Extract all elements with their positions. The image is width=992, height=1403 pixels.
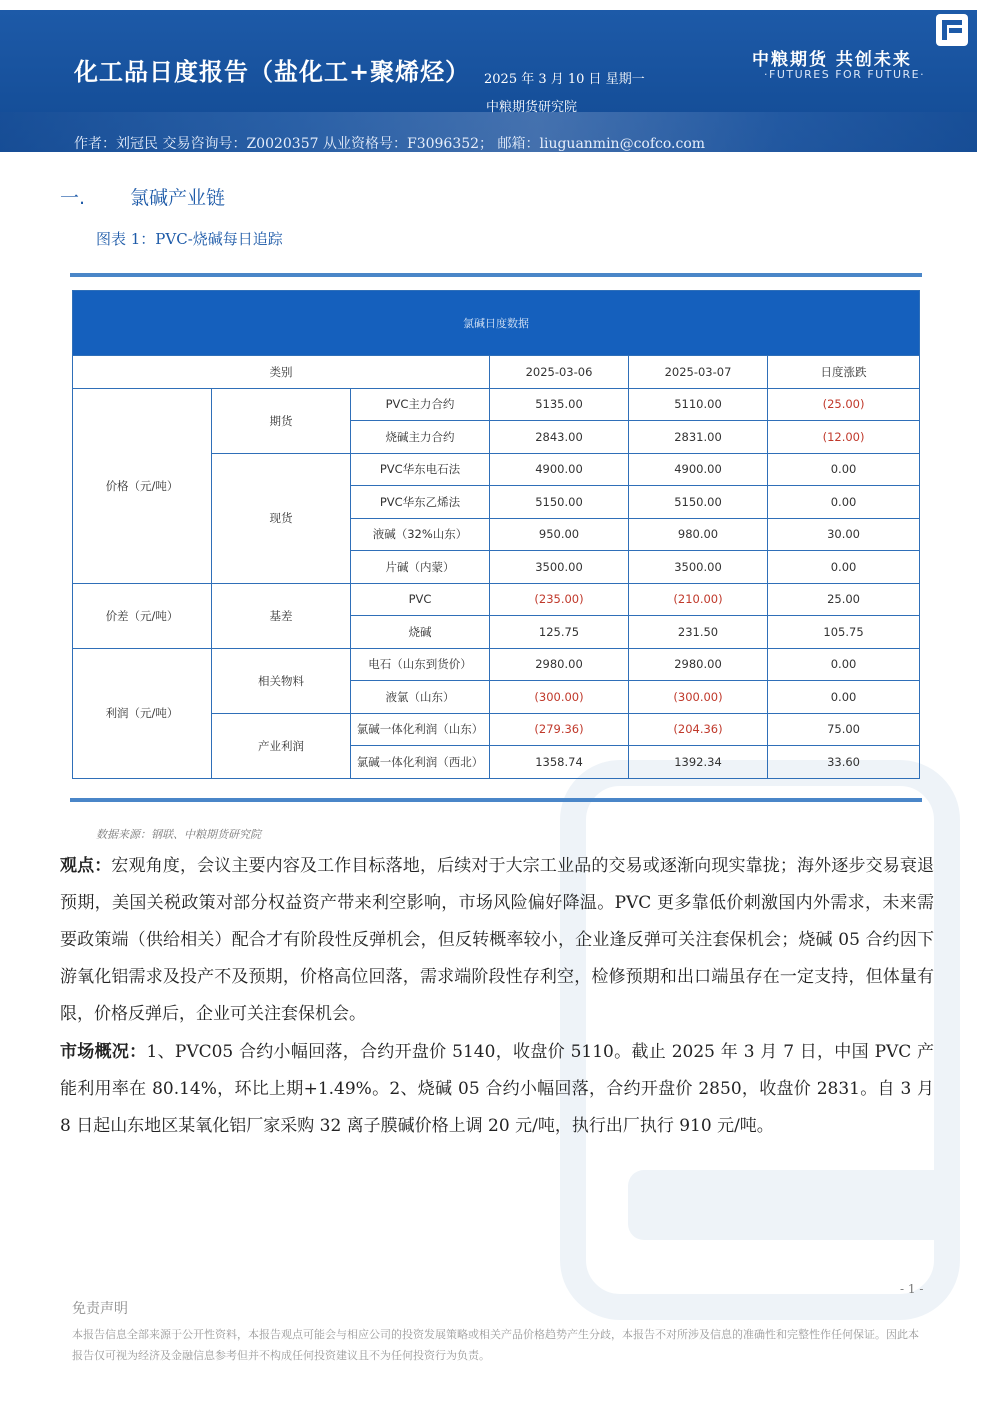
subgroup-futures: 期货 xyxy=(212,388,351,453)
row-value: 1392.34 xyxy=(629,746,768,779)
figure-title: 图表 1：PVC-烧碱每日追踪 xyxy=(96,230,283,248)
row-item: 片碱（内蒙） xyxy=(351,551,490,584)
row-value: (204.36) xyxy=(629,713,768,746)
subgroup-industry-profit: 产业利润 xyxy=(212,713,351,778)
disclaimer-title: 免责声明 xyxy=(72,1301,128,1317)
row-value: (300.00) xyxy=(629,681,768,714)
market-label: 市场概况： xyxy=(60,1042,147,1062)
header-daily-change: 日度涨跌 xyxy=(768,356,920,389)
page-number: - 1 - xyxy=(900,1282,924,1296)
row-change: 0.00 xyxy=(768,648,920,681)
market-paragraph xyxy=(60,1034,934,1145)
row-value: 4900.00 xyxy=(490,453,629,486)
table-banner-row xyxy=(73,291,920,356)
row-item: 烧碱主力合约 xyxy=(351,421,490,454)
header-category: 类别 xyxy=(73,356,490,389)
market-text: 1、PVC05 合约小幅回落，合约开盘价 5140，收盘价 5110。截止 2025 年 3 月 7 日，中国 PVC 产能利用率在 80.14%，环比上期+1.49%。2、烧碱 05 合约小幅回落，合约开盘价 2850，收盘价 2831。自 3 月 8 日起山东地区某氧化铝厂家采购 32 离子膜碱价格上调 20 元/吨，执行出厂执行 910 元/吨。 xyxy=(60,1042,935,1136)
company-logo-text: 中粮期货 共创未来 xyxy=(752,50,912,70)
row-item: PVC xyxy=(351,583,490,616)
row-item: PVC主力合约 xyxy=(351,388,490,421)
row-change: (12.00) xyxy=(768,421,920,454)
table-row xyxy=(73,648,920,681)
view-paragraph xyxy=(60,848,934,1033)
row-value: (279.36) xyxy=(490,713,629,746)
row-change: 75.00 xyxy=(768,713,920,746)
row-value: 5135.00 xyxy=(490,388,629,421)
row-change: 0.00 xyxy=(768,681,920,714)
header-date-2: 2025-03-07 xyxy=(629,356,768,389)
row-value: (210.00) xyxy=(629,583,768,616)
row-value: 2980.00 xyxy=(490,648,629,681)
chlor-alkali-data-table xyxy=(72,290,920,779)
row-item: 氯碱一体化利润（西北） xyxy=(351,746,490,779)
row-value: 231.50 xyxy=(629,616,768,649)
row-value: 1358.74 xyxy=(490,746,629,779)
row-change: 0.00 xyxy=(768,486,920,519)
table-row xyxy=(73,388,920,421)
row-value: (300.00) xyxy=(490,681,629,714)
row-value: 5110.00 xyxy=(629,388,768,421)
table-header-row xyxy=(73,356,920,389)
row-value: 950.00 xyxy=(490,518,629,551)
group-spread: 价差（元/吨） xyxy=(73,583,212,648)
report-title: 化工品日度报告（盐化工+聚烯烃） xyxy=(74,57,471,86)
view-text: 宏观角度，会议主要内容及工作目标落地，后续对于大宗工业品的交易或逐渐向现实靠拢；海外逐步交易衰退预期，美国关税政策对部分权益资产带来利空影响，市场风险偏好降温。PVC 更多靠低价刺激国内外需求，未来需要政策端（供给相关）配合才有阶段性反弹机会，但反转概率较小，企业逢反弹可关注套保机会；烧碱 05 合约因下游氧化铝需求及投产不及预期，价格高位回落，需求端阶段性存利空，检修预期和出口端虽存在一定支持，但体量有限，价格反弹后，企业可关注套保机会。 xyxy=(60,856,934,1024)
row-item: 液氯（山东） xyxy=(351,681,490,714)
table-bottom-rule xyxy=(70,798,922,802)
row-value: 2843.00 xyxy=(490,421,629,454)
group-profit: 利润（元/吨） xyxy=(73,648,212,778)
group-price: 价格（元/吨） xyxy=(73,388,212,583)
row-item: 氯碱一体化利润（山东） xyxy=(351,713,490,746)
row-change: 30.00 xyxy=(768,518,920,551)
row-value: 2980.00 xyxy=(629,648,768,681)
subgroup-basis: 基差 xyxy=(212,583,351,648)
row-value: (235.00) xyxy=(490,583,629,616)
row-value: 4900.00 xyxy=(629,453,768,486)
row-value: 3500.00 xyxy=(629,551,768,584)
row-value: 980.00 xyxy=(629,518,768,551)
row-item: 烧碱 xyxy=(351,616,490,649)
subgroup-spot: 现货 xyxy=(212,453,351,583)
row-change: 25.00 xyxy=(768,583,920,616)
section-title: 氯碱产业链 xyxy=(130,187,226,209)
row-item: 电石（山东到货价） xyxy=(351,648,490,681)
row-change: (25.00) xyxy=(768,388,920,421)
row-item: PVC华东乙烯法 xyxy=(351,486,490,519)
table-row xyxy=(73,583,920,616)
row-value: 3500.00 xyxy=(490,551,629,584)
row-value: 5150.00 xyxy=(490,486,629,519)
report-date: 2025 年 3 月 10 日 星期一 xyxy=(484,72,645,87)
row-change: 33.60 xyxy=(768,746,920,779)
data-source-note: 数据来源：钢联、中粮期货研究院 xyxy=(96,828,261,841)
header-date-1: 2025-03-06 xyxy=(490,356,629,389)
row-change: 0.00 xyxy=(768,453,920,486)
row-value: 125.75 xyxy=(490,616,629,649)
report-institute: 中粮期货研究院 xyxy=(486,100,578,115)
author-line: 作者：刘冠民 交易咨询号：Z0020357 从业资格号：F3096352； 邮箱：liuguanmin@cofco.com xyxy=(74,136,706,152)
view-label: 观点： xyxy=(60,856,112,876)
row-item: 液碱（32%山东） xyxy=(351,518,490,551)
row-value: 2831.00 xyxy=(629,421,768,454)
section-heading xyxy=(60,183,225,210)
report-header xyxy=(0,10,977,152)
row-item: PVC华东电石法 xyxy=(351,453,490,486)
subgroup-materials: 相关物料 xyxy=(212,648,351,713)
row-value: 5150.00 xyxy=(629,486,768,519)
table-banner: 氯碱日度数据 xyxy=(73,291,920,356)
background-decoration-bar xyxy=(628,1170,958,1240)
row-change: 0.00 xyxy=(768,551,920,584)
section-number: 一. xyxy=(60,187,86,209)
row-change: 105.75 xyxy=(768,616,920,649)
table-top-rule xyxy=(70,273,922,277)
brand-corner-icon xyxy=(936,14,968,46)
company-slogan: ·FUTURES FOR FUTURE· xyxy=(764,68,926,81)
disclaimer-body: 本报告信息全部来源于公开性资料，本报告观点可能会与相应公司的投资发展策略或相关产品价格趋势产生分歧，本报告不对所涉及信息的准确性和完整性作任何保证。因此本报告仅可视为经济及金融信息参考但并不构成任何投资建议且不为任何投资行为负责。 xyxy=(72,1328,919,1362)
